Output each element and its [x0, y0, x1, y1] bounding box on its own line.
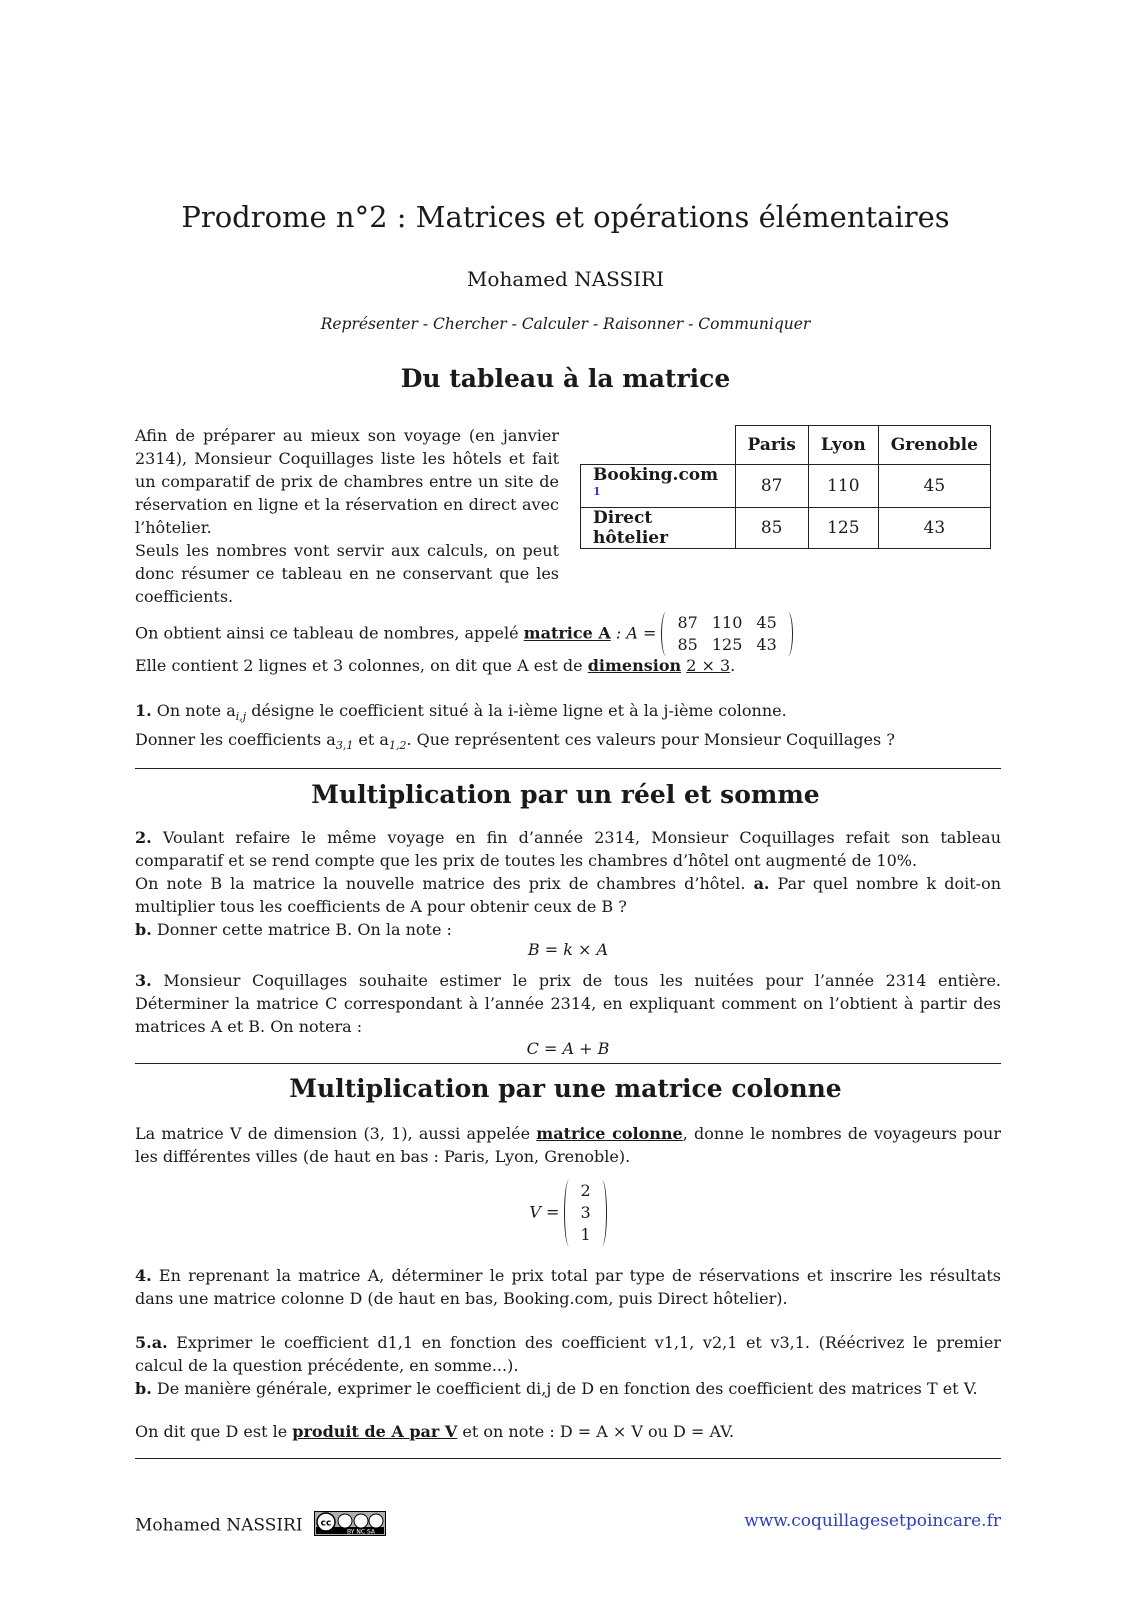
- price-table: [580, 425, 991, 549]
- matrix-a-line: [135, 612, 1001, 656]
- table-corner: [581, 426, 736, 465]
- skills-subtitle: Représenter - Chercher - Calculer - Raisonner - Communiquer: [320, 315, 811, 333]
- q1-sub-12: 1,2: [388, 739, 407, 753]
- dimension-prefix: Elle contient 2 lignes et 3 colonnes, on dit que A est de: [135, 656, 583, 675]
- table-row: [581, 465, 991, 508]
- matrix-a-cell: 43: [756, 635, 777, 654]
- row-label-booking: Booking.com: [593, 465, 719, 485]
- q2-text: Voulant refaire le même voyage en fin d’année 2314, Monsieur Coquillages refait son tableau comparatif et se rend compte que les prix de toutes les chambres d’hôtel ont augmenté de 10%.: [135, 828, 1002, 870]
- matrix-v-cell: 3: [580, 1203, 591, 1222]
- matrix-v-cell: 1: [580, 1225, 591, 1244]
- q1-line2-c: . Que représentent ces valeurs pour Monsieur Coquillages ?: [406, 730, 895, 750]
- matrix-a-equals: : A =: [615, 623, 657, 643]
- cell-booking-lyon: 110: [808, 465, 878, 508]
- document-author: Mohamed NASSIRI: [466, 267, 665, 291]
- section3-intro: [135, 1122, 1001, 1168]
- formula-b: B = k × A: [527, 940, 609, 959]
- footnote-marker[interactable]: 1: [593, 485, 601, 498]
- q5a-text: Exprimer le coefficient d1,1 en fonction des coefficient v1,1, v2,1 et v3,1. (Réécrivez le premier calcul de la question précédente, en somme...).: [135, 1333, 1001, 1375]
- intro-text-2: Seuls les nombres vont servir aux calculs, on peut donc résumer ce tableau en ne conservant que les coefficients.: [135, 541, 559, 606]
- col-header-grenoble: Grenoble: [878, 426, 990, 465]
- document-title: Prodrome n°2 : Matrices et opérations élémentaires: [181, 200, 950, 234]
- matrix-v-line: [135, 1180, 1001, 1246]
- cc-license-text: BY NC SA: [346, 1528, 375, 1536]
- cell-booking-paris: 87: [735, 465, 808, 508]
- section3-intro-a: La matrice V de dimension (3, 1), aussi appelée: [135, 1124, 531, 1143]
- section-heading-matrice-colonne: Multiplication par une matrice colonne: [289, 1074, 842, 1103]
- q1-line2-b: et a: [358, 730, 389, 750]
- question-2: [135, 826, 1001, 941]
- section-heading-tableau-matrice: Du tableau à la matrice: [400, 364, 731, 393]
- formula-c: C = A + B: [526, 1039, 610, 1058]
- footer-author: [135, 1511, 386, 1541]
- intro-paragraph: [135, 424, 559, 608]
- intro-text-1: Afin de préparer au mieux son voyage (en janvier 2314), Monsieur Coquillages liste les hôtels et fait un comparatif de prix de chambres entre un site de réservation en ligne et la réservation en direct avec l’hôtelier.: [135, 426, 559, 537]
- row-header-direct: Direct hôtelier: [581, 507, 736, 548]
- footer-divider: [135, 1458, 1001, 1459]
- q4-text: En reprenant la matrice A, déterminer le prix total par type de réservations et inscrire les résultats dans une matrice colonne D (de haut en bas, Booking.com, puis Direct hôtelier).: [135, 1266, 1001, 1308]
- q2-note: On note B la matrice la nouvelle matrice des prix de chambres d’hôtel.: [135, 874, 746, 893]
- question-3: [135, 969, 1001, 1038]
- q3-text: Monsieur Coquillages souhaite estimer le prix de tous les nuitées pour l’année 2314 entière. Déterminer la matrice C correspondant à l’année 2314, en expliquant comment on l’obtient à partir des matrices A et B. On notera :: [135, 971, 1002, 1036]
- matrix-a-cell: 85: [677, 635, 698, 654]
- footer-website-link[interactable]: www.coquillagesetpoincare.fr: [744, 1511, 1001, 1531]
- price-table-header: [581, 426, 991, 465]
- row-header-booking: [581, 465, 736, 508]
- cc-license-icon[interactable]: [314, 1511, 386, 1541]
- question-4: [135, 1264, 1001, 1310]
- q5b-number: b.: [135, 1379, 152, 1398]
- cell-direct-lyon: 125: [808, 507, 878, 548]
- conclusion-line: [135, 1420, 1001, 1443]
- question-1: [135, 699, 1001, 757]
- cell-direct-paris: 85: [735, 507, 808, 548]
- section-heading-multiplication-reel: Multiplication par un réel et somme: [311, 780, 820, 809]
- dimension-value: 2 × 3: [686, 656, 731, 675]
- conclusion-a: On dit que D est le: [135, 1422, 288, 1441]
- matrix-a-cell: 87: [677, 613, 698, 632]
- q3-number: 3.: [135, 971, 152, 990]
- cell-direct-grenoble: 43: [878, 507, 990, 548]
- svg-text:cc: cc: [320, 1518, 332, 1529]
- q2a-text: Par quel nombre k doit-on multiplier tous les coefficients de A pour obtenir ceux de B ?: [135, 874, 1002, 916]
- col-header-lyon: Lyon: [808, 426, 878, 465]
- conclusion-b: et on note : D = A × V ou D = AV.: [462, 1422, 735, 1441]
- matrix-a-cell: 125: [711, 635, 743, 654]
- q4-number: 4.: [135, 1266, 152, 1285]
- dimension-line: Elle contient 2 lignes et 3 colonnes, on dit que A est de dimension 2 × 3.: [135, 656, 736, 675]
- section-divider: [135, 768, 1001, 769]
- q2b-number: b.: [135, 920, 152, 939]
- matrix-v-label: V =: [529, 1202, 560, 1222]
- footer-author-name: Mohamed NASSIRI: [135, 1515, 303, 1536]
- matrix-a-cell: 45: [756, 613, 777, 632]
- col-header-paris: Paris: [735, 426, 808, 465]
- q5b-text: De manière générale, exprimer le coefficient di,j de D en fonction des coefficient des matrices T et V.: [156, 1379, 978, 1398]
- q2a-number: a.: [753, 874, 770, 893]
- matrix-v: [564, 1180, 606, 1246]
- q2b-text: Donner cette matrice B. On la note :: [156, 920, 452, 939]
- matrix-a: [661, 612, 792, 656]
- q1-number: 1.: [135, 701, 152, 720]
- matrix-a-cell: 110: [711, 613, 743, 632]
- section3-intro-b: , donne le nombres de voyageurs pour les différentes villes (de haut en bas : Paris, Lyon, Grenoble).: [135, 1124, 1002, 1166]
- table-row: [581, 507, 991, 548]
- q2-number: 2.: [135, 828, 152, 847]
- dimension-term: dimension: [587, 656, 682, 675]
- q1-line2-a: Donner les coefficients a: [135, 730, 336, 750]
- section-divider: [135, 1063, 1001, 1064]
- cell-booking-grenoble: 45: [878, 465, 990, 508]
- matrice-colonne-term: matrice colonne: [536, 1124, 683, 1143]
- q1-line1-rest: désigne le coefficient situé à la i-ième ligne et à la j-ième colonne.: [251, 701, 787, 720]
- matrix-v-cell: 2: [580, 1181, 591, 1200]
- q5a-number: 5.a.: [135, 1333, 168, 1352]
- q1-sub-ij: i,j: [235, 710, 247, 724]
- question-5: [135, 1331, 1001, 1400]
- product-term: produit de A par V: [292, 1422, 458, 1441]
- q1-line1: On note a: [156, 701, 236, 720]
- obtain-prefix: On obtient ainsi ce tableau de nombres, appelé: [135, 623, 519, 643]
- q1-sub-31: 3,1: [335, 739, 354, 753]
- matrix-a-term: matrice A: [523, 623, 611, 643]
